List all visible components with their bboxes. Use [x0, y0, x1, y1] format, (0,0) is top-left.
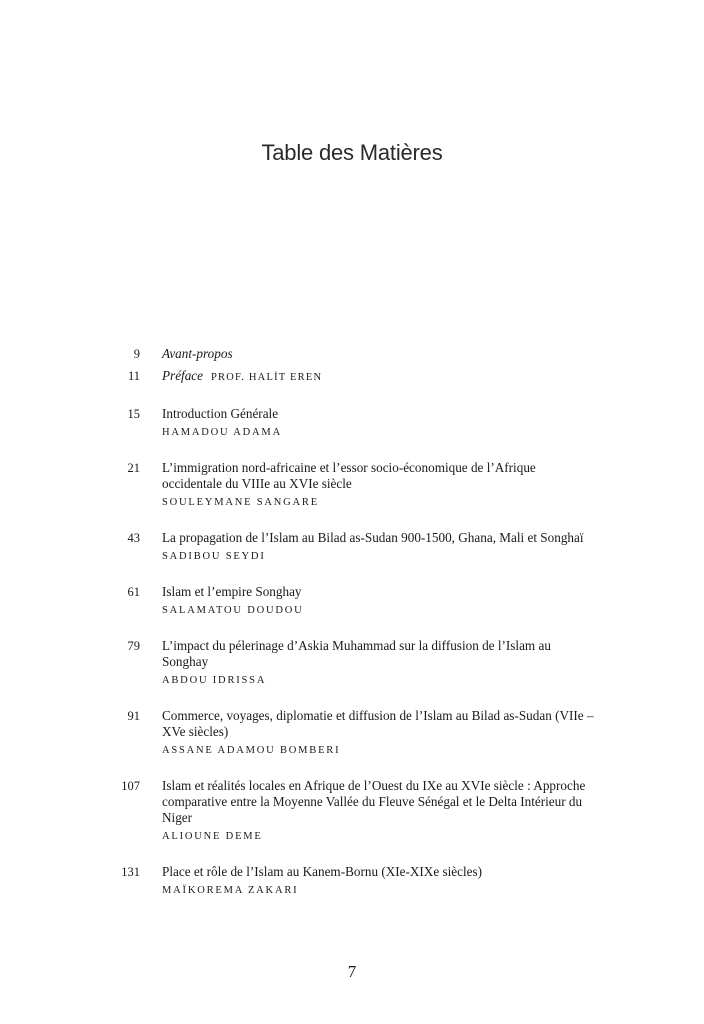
toc-page-number: 43: [127, 531, 140, 545]
toc-author: SALAMATOU DOUDOU: [162, 605, 304, 616]
toc-entry: [108, 584, 598, 619]
toc-page-number: 15: [127, 407, 140, 421]
toc-title: L’immigration nord-africaine et l’essor socio-économique de l’Afrique occidentale du VIIIe au XVIe siècle: [162, 460, 536, 491]
page-number: 7: [347, 962, 357, 981]
table-of-contents: [108, 346, 598, 899]
toc-page-number: 131: [121, 865, 140, 879]
toc-entry: [108, 460, 598, 511]
toc-page-number: 79: [127, 639, 140, 653]
toc-title: La propagation de l’Islam au Bilad as-Sudan 900-1500, Ghana, Mali et Songhaï: [162, 530, 584, 545]
toc-author: MAÏKOREMA ZAKARI: [162, 885, 299, 896]
toc-entry: [108, 530, 598, 565]
toc-page-number: 61: [127, 585, 140, 599]
toc-page-number: 91: [127, 709, 140, 723]
toc-title: L’impact du pélerinage d’Askia Muhammad sur la diffusion de l’Islam au Songhay: [162, 638, 551, 669]
toc-author: ALIOUNE DEME: [162, 831, 263, 842]
toc-page-number: 9: [133, 347, 140, 361]
toc-author: SADIBOU SEYDI: [162, 551, 266, 562]
page-title: Table des Matières: [261, 140, 443, 165]
toc-entry: [108, 406, 598, 441]
toc-author: SOULEYMANE SANGARE: [162, 497, 319, 508]
toc-author: PROF. HALİT EREN: [211, 372, 323, 383]
toc-title: Place et rôle de l’Islam au Kanem-Bornu (XIe-XIXe siècles): [162, 864, 483, 879]
toc-entry-preface: [108, 368, 598, 386]
toc-entry: [108, 778, 598, 845]
toc-title: Commerce, voyages, diplomatie et diffusion de l’Islam au Bilad as-Sudan (VIIe –XVe siècles): [162, 708, 594, 739]
toc-author: ABDOU IDRISSA: [162, 675, 267, 686]
toc-author: HAMADOU ADAMA: [162, 427, 282, 438]
toc-page-number: 107: [121, 779, 140, 793]
toc-title: Islam et l’empire Songhay: [162, 584, 302, 599]
toc-author: ASSANE ADAMOU BOMBERI: [162, 745, 341, 756]
toc-title: Islam et réalités locales en Afrique de l’Ouest du IXe au XVIe siècle : Approche comparative entre la Moyenne Vallée du Fleuve Sénégal et le Delta Intérieur du Niger: [162, 778, 586, 825]
toc-entry: [108, 708, 598, 759]
toc-page-number: 11: [127, 369, 140, 383]
toc-title: Préface: [162, 368, 204, 383]
toc-title: Introduction Générale: [162, 406, 279, 421]
toc-entry-avant-propos: [108, 346, 598, 362]
toc-entry: [108, 638, 598, 689]
toc-entry: [108, 864, 598, 899]
toc-title: Avant-propos: [162, 346, 233, 361]
toc-page-number: 21: [127, 461, 140, 475]
